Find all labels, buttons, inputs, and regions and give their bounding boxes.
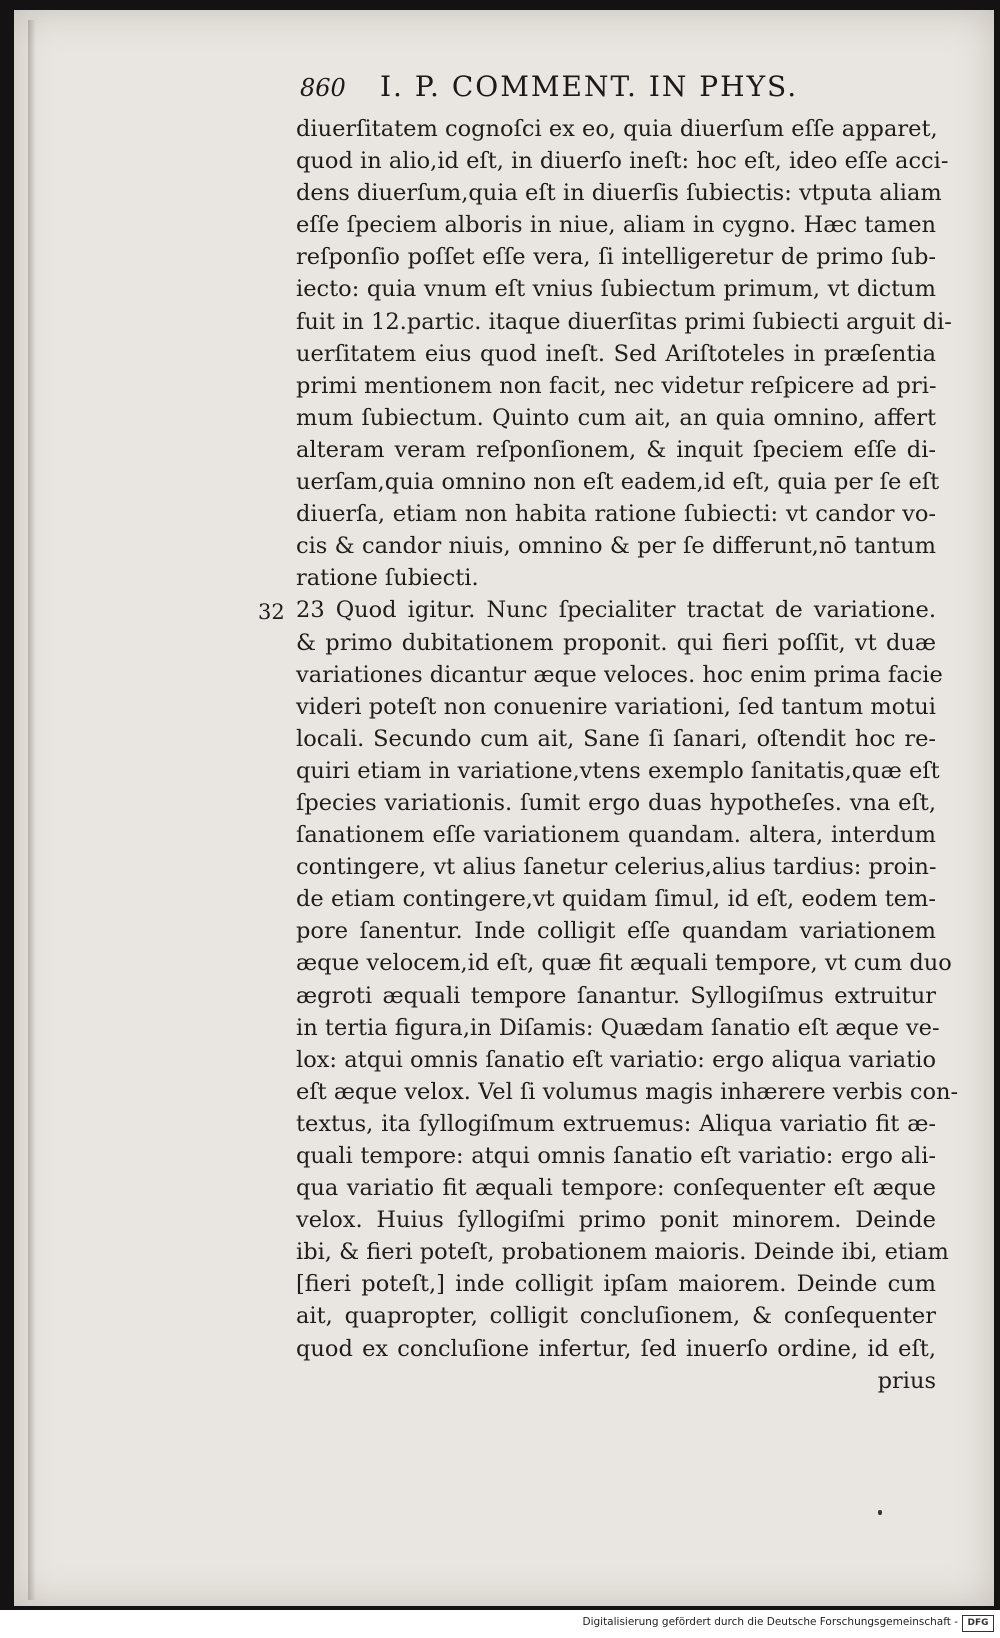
text-line: uerſitatem eius quod ineſt. Sed Ariſtoteles in præſentia <box>296 340 936 367</box>
text-line: lox: atqui omnis ſanatio eſt variatio: ergo aliqua variatio <box>296 1046 936 1073</box>
text-line: locali. Secundo cum ait, Sane ſi ſanari, oſtendit hoc re- <box>296 725 936 752</box>
text-line: eſſe ſpeciem alboris in niue, aliam in cygno. Hæc tamen <box>296 212 936 239</box>
text-line: 23 Quod igitur. Nunc ſpecialiter tractat de variatione. <box>296 597 936 624</box>
text-line: fuit in 12.partic. itaque diuerſitas primi ſubiecti arguit di- <box>296 308 952 335</box>
text-line: velox. Huius ſyllogiſmi primo ponit minorem. Deinde <box>296 1207 936 1234</box>
page-gutter-shadow <box>28 20 36 1600</box>
text-line: [fieri poteſt,] inde colligit ipſam maiorem. Deinde cum <box>296 1271 936 1298</box>
text-line: diuerſitatem cognoſci ex eo, quia diuerſum eſſe apparet, <box>296 116 938 142</box>
text-line: quod in alio,id eſt, in diuerſo ineſt: hoc eſt, ideo eſſe acci- <box>296 148 949 175</box>
text-line: diuerſa, etiam non habita ratione ſubiecti: vt candor vo- <box>296 501 936 528</box>
text-body <box>296 113 959 1397</box>
page-header <box>300 70 900 110</box>
margin-number: 32 <box>258 600 285 624</box>
text-line: iecto: quia vnum eſt vnius ſubiectum primum, vt dictum <box>296 276 936 303</box>
text-line: ibi, & fieri poteſt, probationem maioris. Deinde ibi, etiam <box>296 1239 949 1266</box>
text-line: cis & candor niuis, omnino & per ſe differunt,nō tantum <box>296 533 936 560</box>
dfg-logo-icon: DFG <box>962 1615 994 1632</box>
text-line: ſpecies variationis. ſumit ergo duas hypotheſes. vna eſt, <box>296 789 936 816</box>
text-line: eſt æque velox. Vel ſi volumus magis inhærere verbis con- <box>296 1078 959 1105</box>
text-line: mum ſubiectum. Quinto cum ait, an quia omnino, affert <box>296 404 936 431</box>
text-line: ſanationem eſſe variationem quandam. altera, interdum <box>296 822 936 849</box>
text-line: primi mentionem non facit, nec videtur reſpicere ad pri- <box>296 372 937 399</box>
footer-credit: Digitalisierung gefördert durch die Deutsche Forschungsgemeinschaft - <box>582 1616 958 1628</box>
page-number: 860 <box>300 74 346 102</box>
text-line: videri poteſt non conuenire variationi, ſed tantum motui <box>296 693 936 720</box>
text-line: alteram veram reſponſionem, & inquit ſpeciem eſſe di- <box>296 436 936 463</box>
text-line: ait, quapropter, colligit concluſionem, & conſequenter <box>296 1303 936 1330</box>
text-line: ægroti æquali tempore ſanantur. Syllogiſmus extruitur <box>296 982 936 1009</box>
text-line: reſponſio poſſet eſſe vera, ſi intelligeretur de primo ſub- <box>296 244 936 271</box>
text-line: quali tempore: atqui omnis ſanatio eſt variatio: ergo ali- <box>296 1143 936 1169</box>
text-line: qua variatio fit æquali tempore: conſequenter eſt æque <box>296 1175 936 1202</box>
text-line: de etiam contingere,vt quidam ſimul, id eſt, eodem tem- <box>296 886 936 913</box>
running-head: I. P. COMMENT. IN PHYS. <box>380 70 799 103</box>
ink-speck <box>878 1510 882 1515</box>
text-line: pore ſanentur. Inde colligit eſſe quandam variationem <box>296 918 936 945</box>
text-line: ratione ſubiecti. <box>296 565 479 592</box>
text-line: quod ex concluſione infertur, ſed inuerſo ordine, id eſt, <box>296 1335 936 1362</box>
text-line: uerſam,quia omnino non eſt eadem,id eſt, quia per ſe eſt <box>296 469 940 496</box>
text-line: æque velocem,id eſt, quæ fit æquali tempore, vt cum duo <box>296 950 952 977</box>
text-line: prius <box>877 1367 936 1394</box>
text-line: quiri etiam in variatione,vtens exemplo ſanitatis,quæ eſt <box>296 757 940 784</box>
text-line: in tertia figura,in Diſamis: Quædam ſanatio eſt æque ve- <box>296 1014 940 1041</box>
text-line: textus, ita ſyllogiſmum extruemus: Aliqua variatio fit æ- <box>296 1110 936 1137</box>
text-line: & primo dubitationem proponit. qui fieri poſſit, vt duæ <box>296 629 936 656</box>
text-line: variationes dicantur æque veloces. hoc enim prima facie <box>296 661 943 688</box>
text-line: dens diuerſum,quia eſt in diuerſis ſubiectis: vtputa aliam <box>296 180 942 207</box>
digitization-footer <box>0 1610 1000 1638</box>
text-line: contingere, vt alius ſanetur celerius,alius tardius: proin- <box>296 854 937 881</box>
